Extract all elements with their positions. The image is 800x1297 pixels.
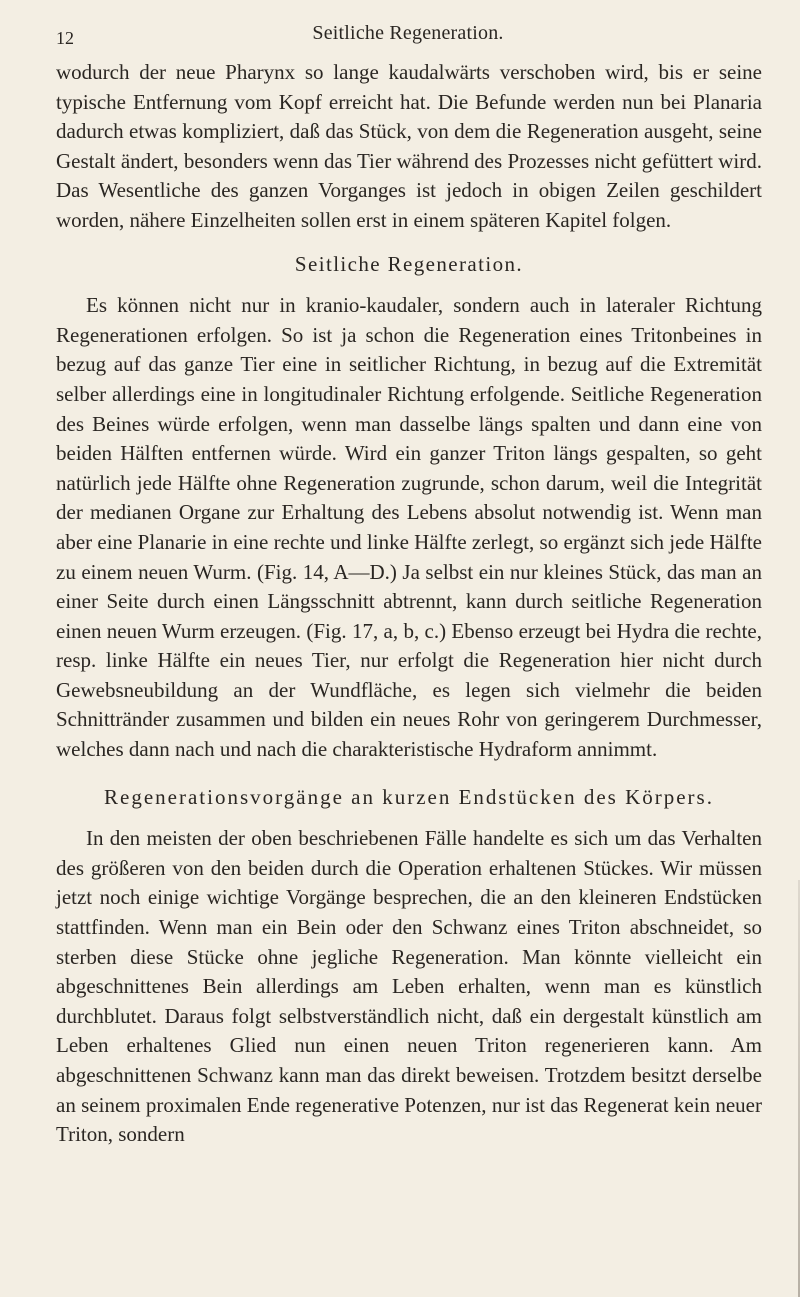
page-header bbox=[56, 22, 760, 52]
page-body bbox=[56, 58, 762, 1150]
section-title-lateral-regeneration: Seitliche Regeneration. bbox=[294, 251, 524, 276]
paragraph-continuation: wodurch der neue Pharynx so lange kaudalwärts verschoben wird, bis er seine typische Entfernung vom Kopf erreicht hat. Die Befunde werden nun bei Planaria dadurch etwas kompliziert, daß das Stück, von dem die Regeneration ausgeht, seine Gestalt ändert, besonders wenn das Tier während des Prozesses nicht gefüttert wird. Das Wesentliche des ganzen Vorganges ist jedoch in obigen Zeilen geschildert worden, nähere Einzelheiten sollen erst in einem späteren Kapitel folgen. bbox=[56, 60, 762, 232]
section-title-end-pieces: Regenerationsvorgänge an kurzen Endstücken des Körpers. bbox=[104, 784, 714, 809]
page-number: 12 bbox=[56, 28, 74, 48]
paragraph-end-pieces: In den meisten der oben beschriebenen Fälle handelte es sich um das Verhalten des größeren von den beiden durch die Operation erhaltenen Stückes. Wir müssen jetzt noch einige wichtige Vorgänge besprechen, die an den kleineren Endstücken stattfinden. Wenn man ein Bein oder den Schwanz eines Triton abschneidet, so sterben diese Stücke ohne jegliche Regeneration. Man könnte vielleicht ein abgeschnittenes Bein allerdings am Leben erhalten, wenn man es künstlich durchblutet. Daraus folgt selbstverständlich nicht, daß ein dergestalt künstlich am Leben erhaltenes Glied nun einen neuen Triton regenerieren kann. Am abgeschnittenen Schwanz kann man das direkt beweisen. Trotzdem besitzt derselbe an seinem proximalen Ende regenerative Potenzen, nur ist das Regenerat kein neuer Triton, sondern bbox=[56, 826, 762, 1147]
running-head: Seitliche Regeneration. bbox=[312, 22, 504, 44]
paragraph-lateral-regeneration: Es können nicht nur in kranio-kaudaler, sondern auch in lateraler Richtung Regenerationen erfolgen. So ist ja schon die Regeneration eines Tritonbeines in bezug auf das ganze Tier eine in seitlicher Richtung, in bezug auf die Extremität selber allerdings eine in longitudinaler Richtung erfolgende. Seitliche Regeneration des Beines würde erfolgen, wenn man dasselbe längs spalten und dann eine von beiden Hälften entfernen würde. Wird ein ganzer Triton längs gespalten, so geht natürlich jede Hälfte ohne Regeneration zugrunde, schon darum, weil die Integrität der medianen Organe zur Erhaltung des Lebens absolut notwendig ist. Wenn man aber eine Planarie in eine rechte und linke Hälfte zerlegt, so ergänzt sich jede Hälfte zu einem neuen Wurm. (Fig. 14, A—D.) Ja selbst ein nur kleines Stück, das man an einer Seite durch einen Längsschnitt abtrennt, kann durch seitliche Regeneration einen neuen Wurm erzeugen. (Fig. 17, a, b, c.) Ebenso erzeugt bei Hydra die rechte, resp. linke Hälfte ein neues Tier, nur erfolgt die Regeneration hier nicht durch Gewebsneubildung an der Wundfläche, es legen sich vielmehr die beiden Schnittränder zusammen und bilden ein neues Rohr von geringerem Durchmesser, welches dann nach und nach die charakteristische Hydraform annimmt. bbox=[56, 293, 762, 762]
